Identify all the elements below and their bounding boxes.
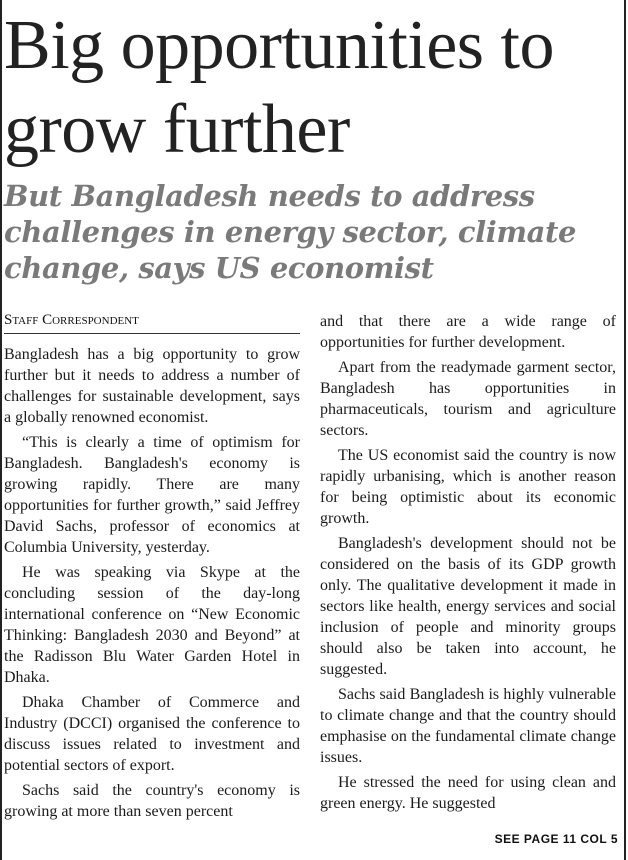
paragraph: He was speaking via Skype at the concluding session of the day-long international conference on “New Economic Thinking: Bangladesh 2030 and Beyond” at the Radisson Blu Water Garden Hotel in Dhaka. [4, 564, 300, 686]
paragraph: Apart from the readymade garment sector, Bangladesh has opportunities in pharmaceuticals, tourism and agriculture sectors. [320, 359, 616, 439]
byline: Staff Correspondent [4, 311, 300, 334]
paragraph: The US economist said the country is now rapidly urbanising, which is another reason for being optimistic about its economic growth. [320, 447, 616, 527]
subheadline: But Bangladesh needs to address challenges in energy sector, climate change, says US economist [4, 179, 577, 285]
paragraph: Bangladesh has a big opportunity to grow further but it needs to address a number of challenges for sustainable development, says a globally renowned economist. [4, 346, 300, 426]
paragraph: He stressed the need for using clean and green energy. He suggested [320, 774, 616, 812]
paragraph: Bangladesh's development should not be considered on the basis of its GDP growth only. The qualitative development it made in sectors like health, energy services and social inclusion of people and minority groups should also be taken into account, he suggested. [320, 535, 616, 678]
paragraph: Sachs said Bangladesh is highly vulnerable to climate change and that the country should emphasise on the fundamental climate change issues. [320, 686, 616, 766]
continuation-reference[interactable]: SEE PAGE 11 COL 5 [494, 832, 618, 846]
left-column-rule [0, 0, 2, 860]
paragraph: Dhaka Chamber of Commerce and Industry (DCCI) organised the conference to discuss issues related to investment and potential sectors of export. [4, 694, 300, 774]
paragraph: Sachs said the country's economy is growing at more than seven percent [4, 782, 300, 820]
headline: Big opportunities to grow further [4, 7, 554, 168]
right-column-rule [624, 0, 626, 860]
body-column-2 [320, 311, 616, 818]
paragraph: “This is clearly a time of optimism for Bangladesh. Bangladesh's economy is growing rapidly. There are many opportunities for further growth,” said Jeffrey David Sachs, professor of economics at Columbia University, yesterday. [4, 434, 300, 556]
body-column-1 [4, 344, 300, 826]
paragraph: and that there are a wide range of opportunities for further development. [320, 313, 616, 351]
